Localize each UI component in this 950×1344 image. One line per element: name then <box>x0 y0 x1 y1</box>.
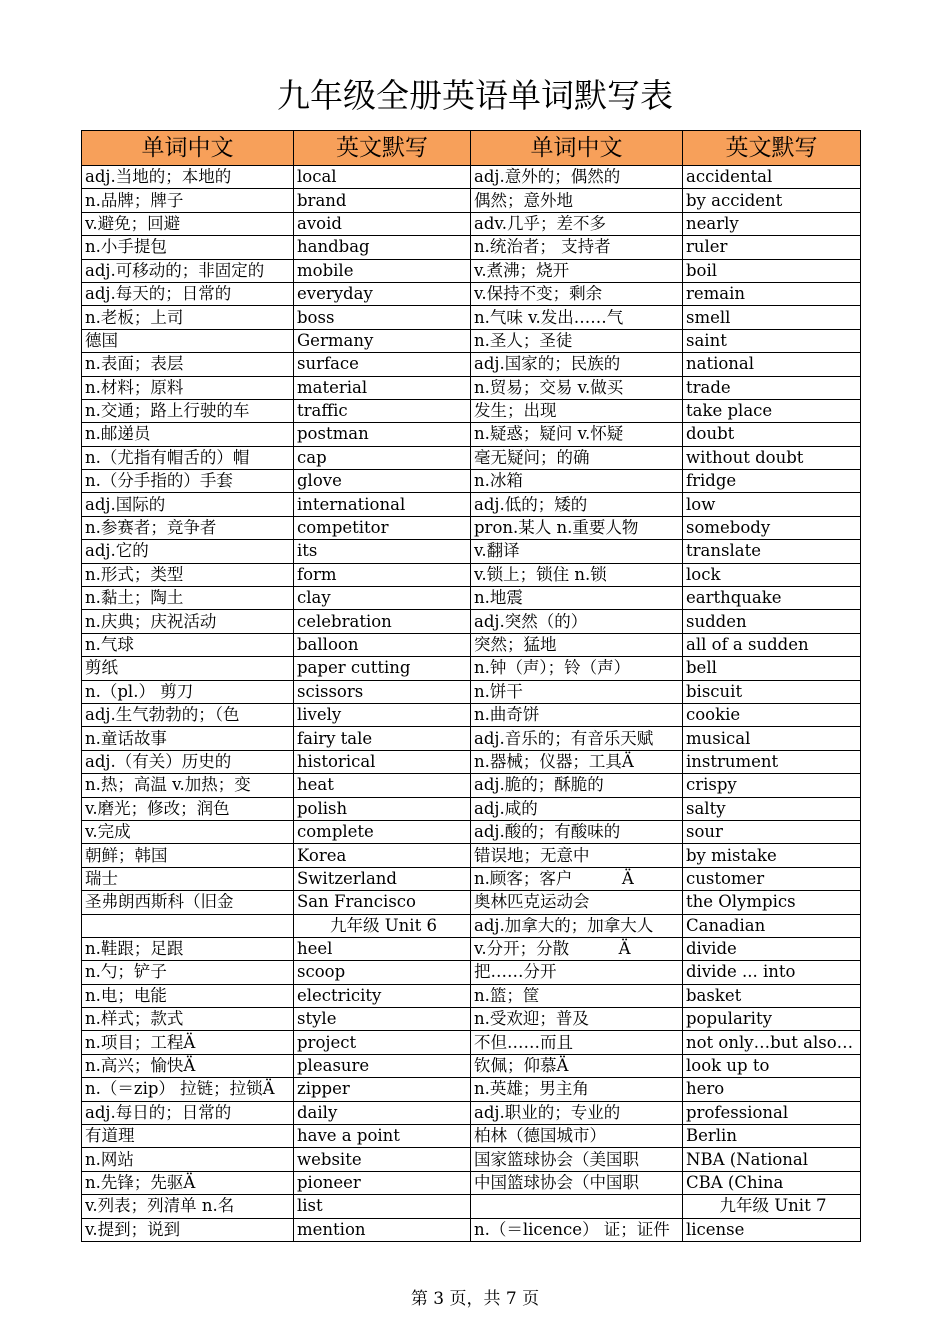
table-row <box>82 446 861 469</box>
table-row <box>82 189 861 212</box>
chinese-cell: adj.突然（的） <box>471 610 683 633</box>
chinese-cell: v.煮沸；烧开 <box>471 259 683 282</box>
table-row <box>82 1054 861 1077</box>
chinese-cell: adv.几乎；差不多 <box>471 212 683 235</box>
chinese-cell: adj.可移动的；非固定的 <box>82 259 294 282</box>
chinese-cell: 柏林（德国城市） <box>471 1125 683 1148</box>
chinese-cell: n.老板；上司 <box>82 306 294 329</box>
english-cell: zipper <box>294 1078 471 1101</box>
chinese-cell: 毫无疑问；的确 <box>471 446 683 469</box>
english-cell: sour <box>683 820 861 843</box>
chinese-cell: n.顾客；客户 Ä <box>471 867 683 890</box>
english-cell: postman <box>294 423 471 446</box>
chinese-cell: adj.加拿大的；加拿大人 <box>471 914 683 937</box>
english-cell: instrument <box>683 750 861 773</box>
english-cell: saint <box>683 329 861 352</box>
english-cell: translate <box>683 540 861 563</box>
table-row <box>82 1195 861 1218</box>
chinese-cell: 钦佩；仰慕Ä <box>471 1054 683 1077</box>
table-row <box>82 774 861 797</box>
english-cell: remain <box>683 282 861 305</box>
chinese-cell <box>471 1195 683 1218</box>
english-cell: Canadian <box>683 914 861 937</box>
vocab-table <box>81 130 861 1242</box>
chinese-cell: adj.国家的；民族的 <box>471 353 683 376</box>
english-cell: CBA (China <box>683 1171 861 1194</box>
chinese-cell: v.锁上；锁住 n.锁 <box>471 563 683 586</box>
chinese-cell: 朝鲜；韩国 <box>82 844 294 867</box>
english-cell: heat <box>294 774 471 797</box>
chinese-cell: adj.职业的；专业的 <box>471 1101 683 1124</box>
english-cell: project <box>294 1031 471 1054</box>
chinese-cell: adj.当地的；本地的 <box>82 166 294 189</box>
table-row <box>82 259 861 282</box>
english-cell: somebody <box>683 516 861 539</box>
header-english-1: 英文默写 <box>294 131 471 166</box>
header-row <box>82 131 861 166</box>
chinese-cell: n.高兴；愉快Ä <box>82 1054 294 1077</box>
table-row <box>82 563 861 586</box>
chinese-cell: n.（分手指的）手套 <box>82 470 294 493</box>
english-cell: bell <box>683 657 861 680</box>
english-cell: clay <box>294 587 471 610</box>
chinese-cell: n.器械；仪器；工具Ä <box>471 750 683 773</box>
chinese-cell: adj.（有关）历史的 <box>82 750 294 773</box>
english-cell: fridge <box>683 470 861 493</box>
chinese-cell: n.交通；路上行驶的车 <box>82 399 294 422</box>
english-cell: lock <box>683 563 861 586</box>
english-cell: international <box>294 493 471 516</box>
english-cell: competitor <box>294 516 471 539</box>
english-cell: website <box>294 1148 471 1171</box>
english-cell: pioneer <box>294 1171 471 1194</box>
chinese-cell: n.圣人；圣徒 <box>471 329 683 352</box>
chinese-cell: n.饼干 <box>471 680 683 703</box>
english-cell: by accident <box>683 189 861 212</box>
chinese-cell: n.冰箱 <box>471 470 683 493</box>
table-row <box>82 1031 861 1054</box>
chinese-cell: n.统治者； 支持者 <box>471 236 683 259</box>
english-cell: complete <box>294 820 471 843</box>
english-cell: Korea <box>294 844 471 867</box>
table-row <box>82 750 861 773</box>
chinese-cell: n.庆典；庆祝活动 <box>82 610 294 633</box>
english-cell: polish <box>294 797 471 820</box>
english-cell: form <box>294 563 471 586</box>
table-row <box>82 610 861 633</box>
chinese-cell: n.样式；款式 <box>82 1008 294 1031</box>
chinese-cell: 德国 <box>82 329 294 352</box>
chinese-cell: n.勺；铲子 <box>82 961 294 984</box>
chinese-cell: n.地震 <box>471 587 683 610</box>
chinese-cell: 偶然；意外地 <box>471 189 683 212</box>
chinese-cell: n.（pl.） 剪刀 <box>82 680 294 703</box>
english-cell: NBA (National <box>683 1148 861 1171</box>
english-cell: biscuit <box>683 680 861 703</box>
table-row <box>82 891 861 914</box>
english-cell: ruler <box>683 236 861 259</box>
english-cell: without doubt <box>683 446 861 469</box>
english-cell: trade <box>683 376 861 399</box>
chinese-cell: n.网站 <box>82 1148 294 1171</box>
english-cell: traffic <box>294 399 471 422</box>
table-row <box>82 1078 861 1101</box>
english-cell: Switzerland <box>294 867 471 890</box>
chinese-cell: pron.某人 n.重要人物 <box>471 516 683 539</box>
english-cell: divide ... into <box>683 961 861 984</box>
chinese-cell: adj.每日的；日常的 <box>82 1101 294 1124</box>
chinese-cell: adj.咸的 <box>471 797 683 820</box>
chinese-cell: n.英雄；男主角 <box>471 1078 683 1101</box>
chinese-cell: n.（尤指有帽舌的）帽 <box>82 446 294 469</box>
chinese-cell: 发生；出现 <box>471 399 683 422</box>
chinese-cell: n.先锋；先驱Ä <box>82 1171 294 1194</box>
table-row <box>82 1171 861 1194</box>
english-cell: avoid <box>294 212 471 235</box>
header-chinese-1: 单词中文 <box>82 131 294 166</box>
chinese-cell: n.童话故事 <box>82 727 294 750</box>
table-row <box>82 1148 861 1171</box>
chinese-cell: v.保持不变；剩余 <box>471 282 683 305</box>
table-row <box>82 797 861 820</box>
chinese-cell: n.气味 v.发出……气 <box>471 306 683 329</box>
english-cell: Germany <box>294 329 471 352</box>
english-cell: glove <box>294 470 471 493</box>
table-row <box>82 1008 861 1031</box>
chinese-cell: v.分开；分散 Ä <box>471 937 683 960</box>
english-cell: musical <box>683 727 861 750</box>
chinese-cell: n.参赛者；竞争者 <box>82 516 294 539</box>
table-row <box>82 376 861 399</box>
english-cell: divide <box>683 937 861 960</box>
unit-heading: 九年级 Unit 6 <box>294 914 471 937</box>
english-cell: material <box>294 376 471 399</box>
english-cell: pleasure <box>294 1054 471 1077</box>
english-cell: low <box>683 493 861 516</box>
chinese-cell: n.材料；原料 <box>82 376 294 399</box>
english-cell: San Francisco <box>294 891 471 914</box>
chinese-cell: n.形式；类型 <box>82 563 294 586</box>
english-cell: accidental <box>683 166 861 189</box>
english-cell: crispy <box>683 774 861 797</box>
english-cell: lively <box>294 703 471 726</box>
chinese-cell: n.钟（声）；铃（声） <box>471 657 683 680</box>
table-row <box>82 306 861 329</box>
chinese-cell: n.曲奇饼 <box>471 703 683 726</box>
table-row <box>82 984 861 1007</box>
table-row <box>82 657 861 680</box>
english-cell: national <box>683 353 861 376</box>
english-cell: hero <box>683 1078 861 1101</box>
chinese-cell: 圣弗朗西斯科（旧金 <box>82 891 294 914</box>
chinese-cell: n.项目；工程Ä <box>82 1031 294 1054</box>
english-cell: mobile <box>294 259 471 282</box>
chinese-cell: n.（＝zip） 拉链；拉锁Ä <box>82 1078 294 1101</box>
chinese-cell: n.疑惑；疑问 v.怀疑 <box>471 423 683 446</box>
english-cell: look up to <box>683 1054 861 1077</box>
chinese-cell: n.小手提包 <box>82 236 294 259</box>
chinese-cell: n.电；电能 <box>82 984 294 1007</box>
english-cell: style <box>294 1008 471 1031</box>
table-row <box>82 236 861 259</box>
english-cell: surface <box>294 353 471 376</box>
table-row <box>82 493 861 516</box>
table-row <box>82 212 861 235</box>
chinese-cell: adj.低的；矮的 <box>471 493 683 516</box>
chinese-cell: n.鞋跟；足跟 <box>82 937 294 960</box>
english-cell: the Olympics <box>683 891 861 914</box>
chinese-cell: v.翻译 <box>471 540 683 563</box>
english-cell: handbag <box>294 236 471 259</box>
chinese-cell: n.黏土；陶土 <box>82 587 294 610</box>
header-english-2: 英文默写 <box>683 131 861 166</box>
english-cell: list <box>294 1195 471 1218</box>
table-row <box>82 680 861 703</box>
table-row <box>82 516 861 539</box>
english-cell: take place <box>683 399 861 422</box>
chinese-cell: 错误地；无意中 <box>471 844 683 867</box>
english-cell: its <box>294 540 471 563</box>
english-cell: sudden <box>683 610 861 633</box>
english-cell: all of a sudden <box>683 633 861 656</box>
english-cell: scissors <box>294 680 471 703</box>
chinese-cell: 有道理 <box>82 1125 294 1148</box>
english-cell: heel <box>294 937 471 960</box>
english-cell: doubt <box>683 423 861 446</box>
table-row <box>82 844 861 867</box>
english-cell: smell <box>683 306 861 329</box>
chinese-cell: adj.酸的；有酸味的 <box>471 820 683 843</box>
chinese-cell: v.完成 <box>82 820 294 843</box>
page-title: 九年级全册英语单词默写表 <box>277 76 673 115</box>
chinese-cell: 国家篮球协会（美国职 <box>471 1148 683 1171</box>
chinese-cell: v.列表；列清单 n.名 <box>82 1195 294 1218</box>
table-row <box>82 329 861 352</box>
table-row <box>82 470 861 493</box>
table-row <box>82 540 861 563</box>
chinese-cell: 突然；猛地 <box>471 633 683 656</box>
table-row <box>82 1101 861 1124</box>
english-cell: everyday <box>294 282 471 305</box>
chinese-cell: 中国篮球协会（中国职 <box>471 1171 683 1194</box>
chinese-cell: n.热；高温 v.加热；变 <box>82 774 294 797</box>
english-cell: cookie <box>683 703 861 726</box>
table-row <box>82 727 861 750</box>
english-cell: customer <box>683 867 861 890</box>
english-cell: nearly <box>683 212 861 235</box>
chinese-cell: n.篮；筐 <box>471 984 683 1007</box>
table-row <box>82 914 861 937</box>
chinese-cell: n.邮递员 <box>82 423 294 446</box>
table-row <box>82 282 861 305</box>
english-cell: local <box>294 166 471 189</box>
chinese-cell: n.品牌；牌子 <box>82 189 294 212</box>
english-cell: Berlin <box>683 1125 861 1148</box>
table-row <box>82 423 861 446</box>
chinese-cell: 把……分开 <box>471 961 683 984</box>
chinese-cell: adj.音乐的；有音乐天赋 <box>471 727 683 750</box>
english-cell: professional <box>683 1101 861 1124</box>
english-cell: historical <box>294 750 471 773</box>
chinese-cell: v.磨光；修改；润色 <box>82 797 294 820</box>
chinese-cell: 瑞士 <box>82 867 294 890</box>
english-cell: boil <box>683 259 861 282</box>
table-row <box>82 1218 861 1241</box>
table-row <box>82 633 861 656</box>
table-row <box>82 961 861 984</box>
table-row <box>82 587 861 610</box>
english-cell: earthquake <box>683 587 861 610</box>
chinese-cell: adj.每天的；日常的 <box>82 282 294 305</box>
chinese-cell: n.（＝licence） 证；证件 <box>471 1218 683 1241</box>
chinese-cell: 奥林匹克运动会 <box>471 891 683 914</box>
chinese-cell: adj.生气勃勃的；（色 <box>82 703 294 726</box>
chinese-cell: v.提到；说到 <box>82 1218 294 1241</box>
english-cell: license <box>683 1218 861 1241</box>
english-cell: cap <box>294 446 471 469</box>
english-cell: balloon <box>294 633 471 656</box>
chinese-cell: adj.意外的；偶然的 <box>471 166 683 189</box>
page-footer: 第 3 页，共 7 页 <box>410 1289 540 1309</box>
chinese-cell: adj.国际的 <box>82 493 294 516</box>
chinese-cell: 不但……而且 <box>471 1031 683 1054</box>
table-row <box>82 399 861 422</box>
chinese-cell: adj.脆的；酥脆的 <box>471 774 683 797</box>
table-row <box>82 1125 861 1148</box>
chinese-cell: n.气球 <box>82 633 294 656</box>
chinese-cell: adj.它的 <box>82 540 294 563</box>
table-row <box>82 703 861 726</box>
english-cell: mention <box>294 1218 471 1241</box>
english-cell: celebration <box>294 610 471 633</box>
unit-heading: 九年级 Unit 7 <box>683 1195 861 1218</box>
table-row <box>82 937 861 960</box>
english-cell: daily <box>294 1101 471 1124</box>
english-cell: paper cutting <box>294 657 471 680</box>
english-cell: scoop <box>294 961 471 984</box>
chinese-cell: n.贸易；交易 v.做买 <box>471 376 683 399</box>
chinese-cell: v.避免；回避 <box>82 212 294 235</box>
chinese-cell <box>82 914 294 937</box>
english-cell: boss <box>294 306 471 329</box>
english-cell: not only…but also… <box>683 1031 861 1054</box>
table-row <box>82 820 861 843</box>
table-row <box>82 166 861 189</box>
english-cell: fairy tale <box>294 727 471 750</box>
chinese-cell: 剪纸 <box>82 657 294 680</box>
english-cell: popularity <box>683 1008 861 1031</box>
english-cell: electricity <box>294 984 471 1007</box>
table-row <box>82 353 861 376</box>
english-cell: by mistake <box>683 844 861 867</box>
english-cell: have a point <box>294 1125 471 1148</box>
english-cell: brand <box>294 189 471 212</box>
english-cell: basket <box>683 984 861 1007</box>
english-cell: salty <box>683 797 861 820</box>
table-row <box>82 867 861 890</box>
chinese-cell: n.受欢迎；普及 <box>471 1008 683 1031</box>
header-chinese-2: 单词中文 <box>471 131 683 166</box>
chinese-cell: n.表面；表层 <box>82 353 294 376</box>
